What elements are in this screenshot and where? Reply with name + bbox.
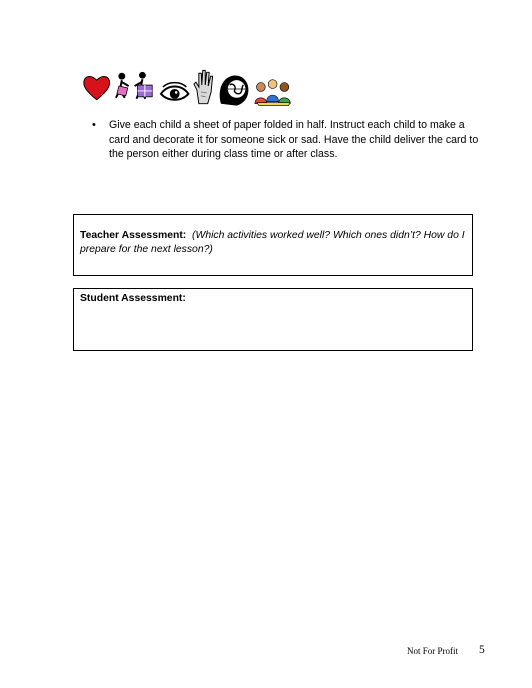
teacher-assessment-box[interactable] <box>73 214 473 276</box>
footer-note: Not For Profit <box>407 646 459 656</box>
bullet-marker: • <box>92 119 96 131</box>
activity-instructions: Give each child a sheet of paper folded in half. Instruct each child to make a card and decorate it for someone sick or sad. Have the child deliver the card to the person either during class time or after class. <box>109 119 479 160</box>
globe-head-icon <box>217 68 250 108</box>
lesson-icon-strip <box>82 66 294 108</box>
eye-icon <box>159 68 190 108</box>
student-assessment-label: Student Assessment: <box>80 293 186 304</box>
heart-icon <box>82 68 111 108</box>
helping-people-icon <box>113 68 156 108</box>
group-of-children-icon <box>253 68 294 108</box>
page-number: 5 <box>479 644 485 656</box>
activity-bullet <box>92 118 482 162</box>
student-assessment-box[interactable] <box>73 288 473 351</box>
hand-icon <box>192 68 216 108</box>
teacher-assessment-prompt: (Which activities worked well? Which ones didn’t? How do I prepare for the next lesson?) <box>80 230 465 255</box>
teacher-assessment-label: Teacher Assessment: <box>80 230 187 241</box>
